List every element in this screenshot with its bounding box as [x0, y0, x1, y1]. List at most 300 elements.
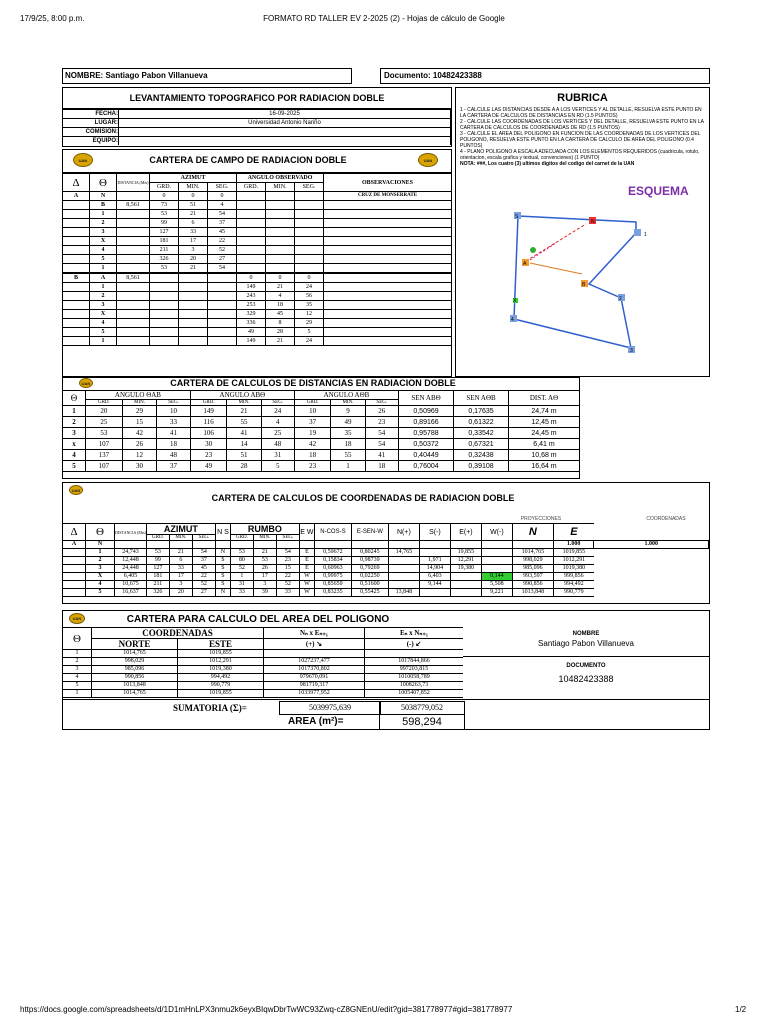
comision-value [119, 128, 451, 137]
table-cell: 53 [230, 549, 253, 557]
table-cell: 1019,380 [553, 565, 594, 573]
table-cell: 18 [266, 301, 295, 310]
table-cell: 20 [86, 406, 123, 417]
table-cell: 31 [261, 450, 294, 461]
fecha-label: FECHA: [63, 110, 119, 119]
table-cell: 1008263,73 [365, 682, 464, 690]
print-title: FORMATO RD TALLER EV 2-2025 (2) - Hojas de cálculo de Google [263, 14, 505, 23]
sub-header-cell: MIN. [122, 400, 156, 406]
table-cell: 985,096 [512, 565, 553, 573]
col-n-plus: N(+) [388, 524, 419, 541]
table-cell: 0,83235 [314, 589, 351, 597]
table-cell [481, 557, 512, 565]
table-cell: B [90, 201, 117, 210]
table-cell: 181 [146, 573, 169, 581]
sub-min: MIN. [179, 183, 208, 192]
table-cell [63, 201, 90, 210]
table-cell [419, 549, 450, 557]
table-cell: B [63, 273, 90, 283]
table-cell: X [90, 237, 117, 246]
table-cell [179, 273, 208, 283]
col-ne-sign: (+) ↘ [264, 639, 365, 650]
rubrica-item: 4 - PLANO POLIGONO A ESCALA ADECUADA CON LOS ELEMENTOS REQUERIDOS (cuadricula, rotulo, orientacion, escala grafica y textual, convenciones) (1 PUNTO) [460, 149, 700, 161]
table-cell: 149 [190, 406, 227, 417]
coordenadas-label: COORDENADAS [646, 516, 686, 522]
table-row [63, 210, 451, 219]
area-label: AREA (m²)= [288, 716, 344, 727]
table-cell: 16,637 [115, 589, 147, 597]
col-ew: E W [299, 524, 314, 541]
table-cell [192, 541, 215, 549]
table-cell: N [86, 541, 115, 549]
col-coordenadas: COORDENADAS [92, 628, 264, 639]
col-angulo-aob: ANGULO AΘB [294, 391, 398, 400]
table-cell: 17 [179, 237, 208, 246]
documento-label: DOCUMENTO [463, 656, 709, 669]
table-cell: 45 [266, 310, 295, 319]
col-en: Eₙ x Nₙ₊₁ [365, 628, 464, 639]
table-cell: 55 [227, 417, 261, 428]
rubrica-panel [455, 87, 710, 377]
table-cell: 1027237,477 [264, 658, 365, 666]
label-2: 2 [619, 296, 622, 302]
table-cell: 5 [90, 328, 117, 337]
table-cell [324, 292, 452, 301]
table-cell: 4 [63, 674, 92, 682]
table-cell [117, 237, 150, 246]
table-cell: 149 [237, 283, 266, 292]
table-cell [324, 328, 452, 337]
table-row [63, 565, 709, 573]
table-cell: 1014,765 [512, 549, 553, 557]
table-cell [169, 541, 192, 549]
table-cell: S [215, 573, 230, 581]
table-cell [324, 319, 452, 328]
table-cell: 999,856 [553, 573, 594, 581]
table-cell [63, 228, 90, 237]
col-obs: OBSERVACIONES [324, 174, 452, 192]
comision-label: COMISION: [63, 128, 119, 137]
table-row [63, 228, 451, 237]
field-book-title: CARTERA DE CAMPO DE RADIACION DOBLE [149, 155, 347, 165]
label-s: S [515, 214, 519, 220]
sub-header-cell: MIN. [227, 400, 261, 406]
col-norte: NORTE [92, 639, 178, 650]
col-delta: Δ [63, 174, 90, 192]
table-cell [230, 541, 253, 549]
table-cell [208, 283, 237, 292]
table-cell [63, 337, 90, 346]
table-cell: 3 [169, 581, 192, 589]
table-cell: S [215, 557, 230, 565]
table-cell [63, 237, 90, 246]
table-cell: 1 [86, 549, 115, 557]
table-cell [117, 292, 150, 301]
col-theta: Θ [86, 524, 115, 541]
table-cell: 52 [230, 565, 253, 573]
table-cell: 1005407,852 [365, 690, 464, 698]
table-row [63, 273, 451, 283]
table-cell: 5 [63, 682, 92, 690]
table-row [63, 666, 463, 674]
field-book-header [63, 150, 451, 173]
table-cell: 20 [169, 589, 192, 597]
table-cell: 54 [365, 428, 398, 439]
table-cell [324, 283, 452, 292]
table-cell: 24 [261, 406, 294, 417]
table-cell: 2 [86, 557, 115, 565]
field-book-rows [63, 192, 451, 346]
uan-logo: UAN [69, 485, 83, 495]
table-cell: 39 [253, 589, 276, 597]
table-cell: 1 [90, 210, 117, 219]
area-table [63, 627, 463, 698]
table-cell [208, 273, 237, 283]
table-cell [146, 541, 169, 549]
table-cell [63, 292, 90, 301]
table-cell [314, 541, 351, 549]
table-cell: 3 [253, 581, 276, 589]
table-cell: 0,60963 [314, 565, 351, 573]
table-cell: 1019,855 [553, 549, 594, 557]
table-cell: 4 [63, 450, 86, 461]
table-row [63, 337, 451, 346]
table-row [63, 461, 579, 472]
uan-logo: UAN [73, 153, 93, 167]
table-cell: W [299, 581, 314, 589]
table-row [63, 319, 451, 328]
table-cell: 19,380 [450, 565, 481, 573]
print-datetime: 17/9/25, 8:00 p.m. [20, 14, 85, 23]
table-cell: 4 [86, 581, 115, 589]
table-cell [63, 581, 86, 589]
table-cell [117, 192, 150, 201]
table-cell [450, 541, 481, 549]
rubrica-title: RUBRICA [557, 92, 608, 104]
label-4: 4 [511, 317, 514, 323]
table-cell: 16,64 m [509, 461, 580, 472]
table-cell [481, 565, 512, 573]
table-cell: 1019,855 [178, 650, 264, 658]
table-cell: 0,80245 [351, 549, 388, 557]
label-x: X [513, 298, 517, 304]
label-a: A [523, 261, 527, 267]
table-cell: 18 [157, 439, 191, 450]
table-cell [208, 337, 237, 346]
col-w-minus: W(-) [481, 524, 512, 541]
table-cell: 42 [122, 428, 156, 439]
field-book-box [62, 149, 452, 377]
table-cell [179, 328, 208, 337]
col-e: E [553, 524, 594, 541]
table-cell [450, 581, 481, 589]
polygon-outline [514, 216, 636, 348]
table-cell [208, 328, 237, 337]
table-cell [117, 246, 150, 255]
table-cell: 33 [179, 228, 208, 237]
fecha-value: 16-09-2025 [119, 110, 451, 119]
col-delta: Δ [63, 524, 86, 541]
table-row [63, 255, 451, 264]
col-en-sign: (-) ↙ [365, 639, 464, 650]
col-theta: Θ [90, 174, 117, 192]
table-cell: 0,50969 [399, 406, 454, 417]
table-cell [237, 246, 266, 255]
table-cell: 25 [261, 428, 294, 439]
table-cell: 24,448 [115, 565, 147, 573]
table-cell [266, 210, 295, 219]
table-cell [179, 292, 208, 301]
table-cell [150, 273, 179, 283]
table-cell: 1013,848 [92, 682, 178, 690]
table-cell [63, 310, 90, 319]
table-cell [237, 201, 266, 210]
table-cell: 49 [237, 328, 266, 337]
area-value: 598,294 [379, 714, 465, 730]
table-cell: 4 [261, 417, 294, 428]
table-cell: 2 [63, 658, 92, 666]
table-cell [150, 328, 179, 337]
col-e-plus: E(+) [450, 524, 481, 541]
table-cell [117, 337, 150, 346]
sub-header-cell: SEG. [261, 400, 294, 406]
table-cell: 127 [150, 228, 179, 237]
table-cell: 1014,765 [92, 650, 178, 658]
table-cell: 27 [192, 589, 215, 597]
esquema-diagram [456, 198, 709, 376]
table-cell [179, 310, 208, 319]
table-cell [388, 541, 419, 549]
col-ne: Nₙ x Eₙ₊₁ [264, 628, 365, 639]
table-row [63, 658, 463, 666]
table-cell [295, 237, 324, 246]
table-row [63, 581, 709, 589]
table-cell [63, 549, 86, 557]
table-cell: 3 [86, 565, 115, 573]
table-cell [179, 337, 208, 346]
table-cell: 0,59672 [314, 549, 351, 557]
table-cell: 1 [90, 264, 117, 274]
col-theta: Θ [63, 628, 92, 650]
table-cell [179, 283, 208, 292]
table-cell: 253 [237, 301, 266, 310]
table-cell: 12,45 m [509, 417, 580, 428]
table-cell: 1017370,802 [264, 666, 365, 674]
uan-logo: UAN [418, 153, 438, 167]
col-sen-abo: SEN ABΘ [399, 391, 454, 406]
table-cell: 33 [169, 565, 192, 573]
table-cell [208, 292, 237, 301]
table-row [63, 417, 579, 428]
table-cell [324, 210, 452, 219]
table-cell [150, 310, 179, 319]
table-cell [237, 228, 266, 237]
table-cell [266, 192, 295, 201]
col-dist: DISTANCIA (Mts) [117, 174, 150, 192]
table-row [63, 557, 709, 565]
table-cell: X [86, 573, 115, 581]
table-cell: 1 [90, 337, 117, 346]
table-cell [237, 255, 266, 264]
table-cell: 21 [169, 549, 192, 557]
table-cell [266, 255, 295, 264]
table-cell: 8,561 [117, 273, 150, 283]
table-cell [450, 573, 481, 581]
table-cell: 53 [86, 428, 123, 439]
table-cell: 53 [150, 264, 179, 274]
table-cell: 49 [331, 417, 365, 428]
table-cell: x [63, 439, 86, 450]
table-cell: 35 [331, 428, 365, 439]
table-cell [295, 246, 324, 255]
table-cell: 3 [179, 246, 208, 255]
col-este: ESTE [178, 639, 264, 650]
table-cell: 137 [86, 450, 123, 461]
table-row [63, 264, 451, 274]
table-cell: 0,99975 [314, 573, 351, 581]
col-angulo-abo: ANGULO ABΘ [190, 391, 294, 400]
table-cell: 35 [295, 301, 324, 310]
table-cell: 37 [208, 219, 237, 228]
lugar-label: LUGAR: [63, 119, 119, 128]
table-cell: 107 [86, 461, 123, 472]
table-cell: 3 [63, 666, 92, 674]
table-cell [208, 301, 237, 310]
table-cell: 9,144 [419, 581, 450, 589]
rubrica-item: 2 - CALCULE LAS COORDENADAS DE LOS VERTICES Y DEL DETALLE, RESUELVA ESTE PUNTO EN LA CARTERA DE CALCULOS DE COORDENADAS DE RD (1.5 PUNTOS) [460, 119, 704, 131]
table-cell: 22 [192, 573, 215, 581]
table-cell: 0,98739 [351, 557, 388, 565]
nombre-label: NOMBRE [572, 631, 600, 637]
table-cell [117, 328, 150, 337]
table-cell: S [215, 581, 230, 589]
table-cell: 26 [122, 439, 156, 450]
table-cell: 25 [86, 417, 123, 428]
table-cell: 3 [90, 301, 117, 310]
area-book-title: CARTERA PARA CALCULO DEL AREA DEL POLIGONO [126, 614, 390, 625]
table-cell [295, 219, 324, 228]
table-cell: 0,40449 [399, 450, 454, 461]
table-cell: 1033977,952 [264, 690, 365, 698]
table-cell: 326 [146, 589, 169, 597]
table-cell: 0,32438 [454, 450, 509, 461]
table-row [63, 201, 451, 210]
table-cell [295, 192, 324, 201]
table-cell: 21 [266, 283, 295, 292]
table-cell: 211 [150, 246, 179, 255]
table-cell: 33 [230, 589, 253, 597]
table-cell [266, 219, 295, 228]
table-cell: E [299, 557, 314, 565]
table-cell: 1014,765 [92, 690, 178, 698]
table-cell: 0 [208, 192, 237, 201]
table-cell: 15 [276, 565, 299, 573]
table-cell: 45 [192, 565, 215, 573]
table-cell [351, 541, 388, 549]
table-cell: 5 [295, 328, 324, 337]
table-row [63, 301, 451, 310]
equipo-value [119, 137, 451, 146]
rubrica-list [456, 104, 709, 167]
table-cell: 979670,091 [264, 674, 365, 682]
table-row [63, 682, 463, 690]
table-row [63, 328, 451, 337]
table-cell: 19 [294, 428, 331, 439]
table-cell: 24 [295, 283, 324, 292]
table-cell: 0,61322 [454, 417, 509, 428]
table-cell: 6,405 [115, 573, 147, 581]
area-rows [63, 650, 463, 698]
table-cell [237, 210, 266, 219]
table-cell [117, 283, 150, 292]
table-cell: 9 [331, 406, 365, 417]
table-cell [150, 301, 179, 310]
esquema-title: ESQUEMA [628, 184, 689, 198]
table-cell [63, 301, 90, 310]
table-cell: 4 [90, 246, 117, 255]
table-cell: 54 [365, 439, 398, 450]
table-cell [266, 201, 295, 210]
table-row [63, 674, 463, 682]
table-cell [295, 255, 324, 264]
table-row [63, 450, 579, 461]
table-cell: 99 [146, 557, 169, 565]
col-ns: N S [215, 524, 230, 541]
table-cell [237, 192, 266, 201]
table-cell [150, 319, 179, 328]
table-cell: 1019,380 [178, 666, 264, 674]
table-cell: 1,971 [419, 557, 450, 565]
table-cell: 107 [86, 439, 123, 450]
table-cell: 80 [230, 557, 253, 565]
table-cell: 0,55425 [351, 589, 388, 597]
col-dist: DISTANCIA (Mts) [115, 524, 147, 541]
table-cell: 149 [237, 337, 266, 346]
table-cell [324, 255, 452, 264]
table-cell: 29 [295, 319, 324, 328]
table-cell [63, 565, 86, 573]
table-cell: N [215, 589, 230, 597]
table-cell: 30 [122, 461, 156, 472]
sub-min: MIN. [266, 183, 295, 192]
area-book-box [62, 610, 710, 730]
table-cell: 12 [122, 450, 156, 461]
table-cell: 15 [122, 417, 156, 428]
sub-header-cell: GRD. [146, 535, 169, 541]
rubrica-item: 3 - CALCULE EL AREA DEL POLIGONO EN FUNCION DE LAS COORDENADAS DE LOS VERTICES DEL POLIGONO, RESUELVA ESTE PUNTO EN LA CARTERA DE CALCULO DE AREA DEL POLIGONO (0.4 PUNTOS) [460, 131, 701, 149]
table-cell [266, 237, 295, 246]
table-cell: 18 [365, 461, 398, 472]
survey-info-box [62, 87, 452, 147]
table-cell: N [215, 549, 230, 557]
table-cell: 54 [276, 549, 299, 557]
table-cell [295, 210, 324, 219]
table-cell: 116 [190, 417, 227, 428]
table-cell: W [299, 589, 314, 597]
table-cell: 0,17635 [454, 406, 509, 417]
table-cell: 51 [227, 450, 261, 461]
table-cell: 99 [150, 219, 179, 228]
table-cell: S [215, 565, 230, 573]
col-azimut: AZIMUT [150, 174, 237, 183]
table-cell: 53 [146, 549, 169, 557]
table-row [63, 439, 579, 450]
table-cell: 329 [237, 310, 266, 319]
col-esen: E-SEN-W [351, 524, 388, 541]
col-angulo-oab: ANGULO ΘAB [86, 391, 191, 400]
sub-header-cell: SEG. [192, 535, 215, 541]
table-cell [237, 219, 266, 228]
